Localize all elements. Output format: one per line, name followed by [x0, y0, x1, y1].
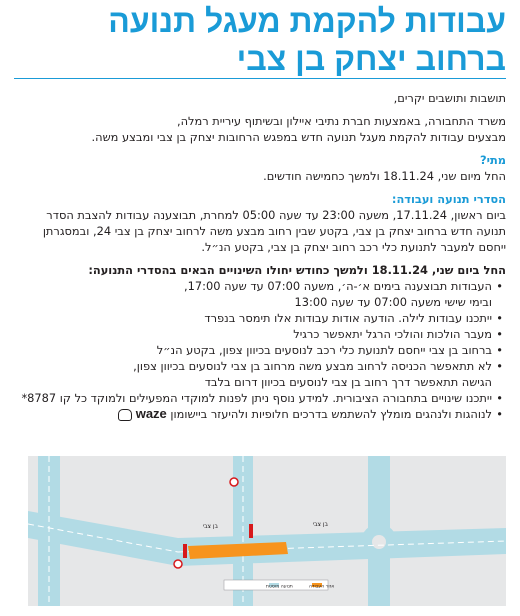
list-item: [12, 390, 492, 406]
closure-bar: [249, 524, 253, 538]
page-title: [10, 2, 506, 78]
traffic-paragraph: [12, 207, 506, 255]
title-line-1: עבודות להקמת מעגל תנועה: [108, 3, 506, 39]
when-text: החל מיום שני, 18.11.24 ולמשך כחמישה חודשים.: [263, 169, 506, 183]
street-map: [28, 456, 506, 606]
list-item: [12, 326, 492, 342]
no-entry-sign-icon: [174, 560, 182, 568]
changes-heading: החל ביום שני, 18.11.24 ולמשך כחודש יחולו השינויים הבאים בהסדרי התנועה:: [88, 263, 506, 277]
list-item-text: ייתכנו שינויים בתחבורה הציבורית. למידע נוסף ניתן לפנות למוקדי המפעילים ולמוקד כל קו 8787*: [21, 391, 492, 405]
greeting: תושבות ותושבים יקרים,: [393, 91, 506, 105]
intro-paragraph: [12, 113, 506, 145]
notice-body: [12, 90, 506, 422]
changes-list: [12, 278, 506, 422]
list-item: [12, 310, 492, 326]
waze-icon: [118, 409, 132, 421]
list-item-text: לנוהגות ולנהגים מומלץ להשתמש בדרכים חלופיות ולהיעזר ביישומון: [170, 407, 492, 421]
list-item-text: מעבר הולכות והולכי הרגל יתאפשר כרגיל: [293, 327, 492, 341]
traffic-line-2: תנועה חדש ברחוב יצחק בן צבי, בקטע שבין רחוב מבצע משה לרחוב יצחק בן צבי 24, ובמסגרתן: [42, 224, 506, 238]
list-item-text: העבודות תבוצענה בימים א׳-ה׳, משעה 07:00 עד שעה 17:00,: [184, 279, 492, 293]
intro-line-1: משרד התחבורה, באמצעות חברת נתיבי איילון ובשיתוף עיריית רמלה,: [176, 114, 506, 128]
list-item-text: ייתכנו עבודות לילה. הודעה אודות עבודות אלו תימסר בנפרד: [204, 311, 492, 325]
traffic-line-3: ייחסם למעבר לתנועת כלי רכב רחוב יצחק בן צבי, בקטע הנ״ל.: [201, 240, 506, 254]
no-entry-sign-icon: [230, 478, 238, 486]
waze-logo: [116, 406, 167, 421]
waze-logo-text: waze: [135, 406, 167, 421]
street-label: בן צבי: [202, 523, 218, 530]
title-line-2: ברחוב יצחק בן צבי: [236, 41, 506, 77]
title-divider: [14, 78, 506, 79]
street-label: בן צבי: [312, 521, 328, 528]
list-item: [12, 278, 492, 310]
list-item: [12, 358, 492, 390]
when-heading: מתי?: [480, 153, 506, 167]
list-item: [12, 342, 492, 358]
traffic-heading: הסדרי תנועה ועבודה:: [391, 192, 506, 206]
list-item-text: ובימי שישי משעה 07:00 עד שעה 13:00: [294, 295, 492, 309]
legend-work-label: אזור העבודה: [309, 584, 335, 590]
legend-diverted-label: תנועה מוסטת: [266, 584, 293, 590]
list-item-text: הגישה תתאפשר דרך רחוב בן צבי לנוסעים בכיוון דרום בלבד: [204, 375, 492, 389]
list-item-text: ברחוב בן צבי ייחסם לתנועת כלי רכב לנוסעים בכיוון צפון, בקטע הנ״ל: [156, 343, 492, 357]
list-item: [12, 406, 492, 422]
list-item-text: לא תתאפשר הכניסה לרחוב מבצע משה מרחוב בן צבי לנוסעים בכיוון צפון,: [133, 359, 492, 373]
intro-line-2: מבצעים עבודות להקמת מעגל תנועה חדש במפגש הרחובות יצחק בן צבי ומבצע משה.: [91, 130, 506, 144]
traffic-line-1: ביום ראשון, 17.11.24, משעה 23:00 עד שעה 05:00 למחרת, תבוצענה עבודות להצבת הסדר: [46, 208, 506, 222]
roundabout-island: [372, 535, 386, 549]
closure-bar: [183, 544, 187, 558]
